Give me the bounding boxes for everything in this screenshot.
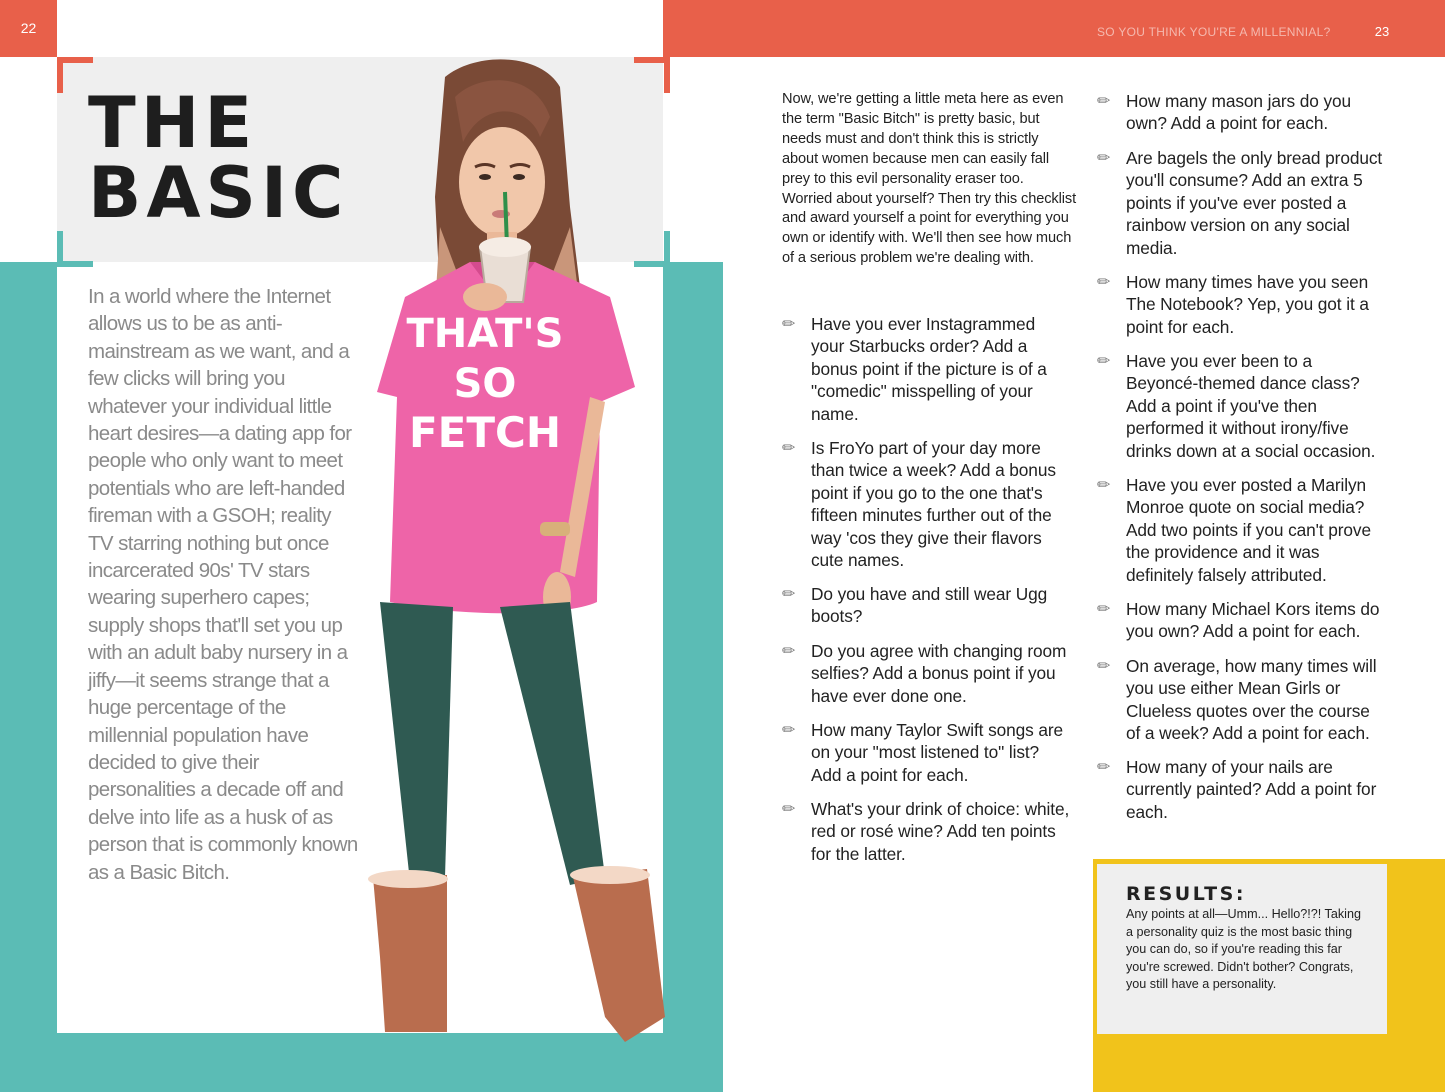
pencil-icon: ✏ [782,643,796,660]
corner-bracket-bottom-left [57,231,93,267]
pencil-icon: ✏ [1097,759,1111,776]
pencil-icon: ✏ [1097,93,1111,110]
pencil-icon: ✏ [1097,477,1111,494]
pencil-icon: ✏ [782,440,796,457]
pencil-icon: ✏ [782,316,796,333]
pencil-icon: ✏ [1097,353,1111,370]
shirt-print-line-2: SO [453,361,517,407]
pencil-icon: ✏ [782,801,796,818]
woman-illustration [335,57,680,1052]
right-leg [500,602,605,885]
intro-text: In a world where the Internet allows us to be as anti-mainstream as we want, and a few clicks will bring you whatever your individual little heart desires—a dating app for people who only want to meet potentials who are left-handed fireman with a GSOH; reality TV starring nothing but once incarcerated 90s' TV stars wearing superhero capes; supply shops that'll set you up with an adult baby nursery in a jiffy—it seems strange that a huge percentage of the millennial population have decided to give their personalities a decade off and delve into life as a husk of as person that is commonly known as a Basic Bitch. [88,285,358,884]
face [459,127,545,237]
left-leg [380,602,453,882]
right-boot [573,869,665,1042]
shirt-print-line-3: FETCH [408,408,562,457]
shirt-print-line-1: THAT'S [406,311,564,357]
intro-paragraph: Now, we're getting a little meta here as even the term "Basic Bitch" is pretty basic, but needs must and don't think this is strictly about women because men can easily fall prey to this evil personality eraser too. Worried about yourself? Then try this checklist and award yourself a point for everything you own or identify with. We'll then see how much of a serious problem we're dealing with. [782,91,1077,267]
pencil-icon: ✏ [782,586,796,603]
pencil-icon: ✏ [1097,274,1111,291]
pencil-icon: ✏ [1097,150,1111,167]
pencil-icon: ✏ [782,722,796,739]
running-head: SO YOU THINK YOU'RE A MILLENNIAL? [1097,25,1331,39]
results-heading: RESULTS: [1126,883,1246,905]
results-body: Any points at all—Umm... Hello?!?! Taking a personality quiz is the most basic thing you can do, so if you're reading this far you're screwed. Didn't bother? Congrats, you still have a personality. [1126,907,1361,992]
page-number-left: 22 [20,20,37,36]
page-number-right: 23 [1374,24,1390,39]
page-title-line-1: THE [88,82,258,164]
pencil-icon: ✏ [1097,601,1111,618]
pencil-icon: ✏ [1097,658,1111,675]
left-boot [373,875,447,1032]
page-title-line-2: BASIC [88,152,349,234]
